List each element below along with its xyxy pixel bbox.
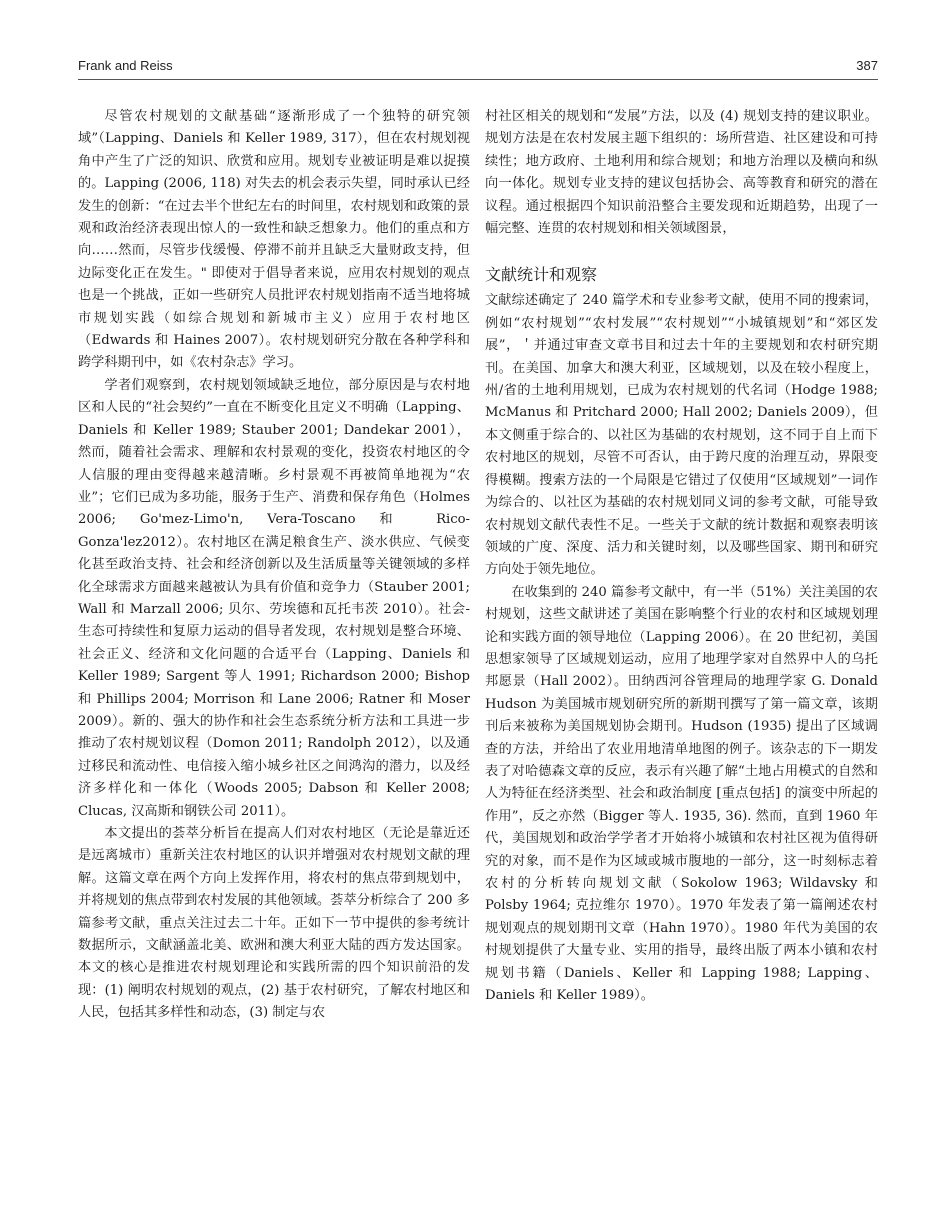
left-column — [78, 106, 470, 1025]
body-paragraph: 在收集到的 240 篇参考文献中，有一半（51%）关注美国的农村规划，这些文献讲述了美国在影响整个行业的农村和区域规划理论和实践方面的领导地位（Lapping 2006）。在 20 世纪初，美国思想家领导了区域规划运动，应用了地理学家对自然界中人的乌托邦愿景（Hall 2002）。田纳西河谷管理局的地理学家 G. Donald Hudson 为美国城市规划研究所的新期刊撰写了第一篇文章，该期刊后来被称为美国规划协会期刊。Hudson (1935) 提出了区域调查的方法，并给出了农业用地清单地图的例子。该杂志的下一期发表了对哈德森文章的反应，表示有兴趣了解“土地占用模式的自然和人为特征在经济类型、社会和政治制度 [重点包括] 的演变中所起的作用”，反之亦然（Bigger 等人. 1935, 36). 然而，直到 1960 年代，美国规划和政治学学者才开始将小城镇和农村社区视为值得研究的对象，而不是作为区域或城市腹地的一部分，这一时刻标志着农村的分析转向规划文献（Sokolow 1963; Wildavsky 和 Polsby 1964; 克拉维尔 1970）。1970 年发表了第一篇阐述农村规划观点的规划期刊文章（Hahn 1970）。1980 年代为美国的农村规划提供了大量专业、实用的指导，最终出版了两本小镇和农村规划书籍（Daniels、Keller 和 Lapping 1988; Lapping、Daniels 和 Keller 1989）。 — [485, 584, 878, 1004]
body-paragraph-continuation: 村社区相关的规划和“发展”方法，以及 (4) 规划支持的建议职业。规划方法是在农村发展主题下组织的：场所营造、社区建设和可持续性；地方政府、土地利用和综合规划；和地方治理以及横向和纵向一体化。规划专业支持的建议包括协会、高等教育和研究的潜在议程。通过根据四个知识前沿整合主要发现和近期趋势，出现了一幅完整、连贯的农村规划和相关领域图景， — [485, 109, 878, 237]
body-paragraph: 尽管农村规划的文献基础“逐渐形成了一个独特的研究领域”（Lapping、Daniels 和 Keller 1989, 317），但在农村规划视角中产生了广泛的知识、欣赏和应用。规划专业被证明是难以捉摸的。Lapping (2006, 118) 对失去的机会表示失望，同时承认已经发生的创新：“在过去半个世纪左右的时间里，农村规划和政策的景观和政治经济表现出惊人的一致性和缺乏想象力。他们的重点和方向……然而，尽管步伐缓慢、停滞不前并且缺乏大量财政支持，但边际变化正在发生。" 即使对于倡导者来说，应用农村规划的观点也是一个挑战，正如一些研究人员批评农村规划指南不适当地将城市规划实践（如综合规划和新城市主义）应用于农村地区（Edwards 和 Haines 2007）。农村规划研究分散在各种学科和跨学科期刊中，如《农村杂志》学习。 — [78, 109, 470, 371]
running-head-author: Frank and Reiss — [78, 58, 173, 73]
right-column — [485, 106, 878, 1007]
header-rule — [78, 79, 878, 80]
section-heading: 文献统计和观察 — [485, 265, 598, 285]
body-paragraph: 学者们观察到，农村规划领域缺乏地位，部分原因是与农村地区和人民的“社会契约”一直在不断变化且定义不明确（Lapping、Daniels 和 Keller 1989; Stauber 2001; Dandekar 2001），然而，随着社会需求、理解和农村景观的变化，投资农村地区的令人信服的理由变得越来越清晰。乡村景观不再被简单地视为“农业”；它们已成为多功能，服务于生产、消费和保存角色（Holmes 2006; Go'mez-Limo'n, Vera-Toscano 和 Rico- Gonza'lez2012）。农村地区在满足粮食生产、淡水供应、气候变化甚至政治支持、社会和经济创新以及生活质量等关键领域的多样化全球需求方面越来越被认为具有价值和竞争力（Stauber 2001; Wall 和 Marzall 2006; 贝尔、劳埃德和瓦托韦茨 2010）。社会-生态可持续性和复原力运动的倡导者发现，农村规划是整合环境、社会正义、经济和文化问题的合适平台（Lapping、Daniels 和 Keller 1989; Sargent 等人 1991; Richardson 2000; Bishop 和 Phillips 2004; Morrison 和 Lane 2006; Ratner 和 Moser 2009）。新的、强大的协作和社会生态系统分析方法和工具进一步推动了农村规划议程（Domon 2011; Randolph 2012），以及通过移民和流动性、电信接入缩小城乡社区之间鸿沟的潜力，以及经济多样化和一体化（Woods 2005; Dabson 和 Keller 2008; Clucas, 汉高斯和钢铁公司 2011）。 — [78, 377, 470, 819]
body-paragraph: 文献综述确定了 240 篇学术和专业参考文献，使用不同的搜索词，例如“农村规划”“农村发展”“农村规划”“小城镇规划”和“郊区发展”，＇并通过审查文章书目和过去十年的主要规划和农村研究期刊。在美国、加拿大和澳大利亚，区域规划，以及在较小程度上，州/省的土地利用规划，已成为农村规划的代名词（Hodge 1988; McManus 和 Pritchard 2000; Hall 2002; Daniels 2009），但本文侧重于综合的、以社区为基础的农村规划，这不同于自上而下农村地区的规划，尽管不可否认，由于跨尺度的治理互动，界限变得模糊。搜索方法的一个局限是它错过了仅使用“区域规划”一词作为综合的、以社区为基础的农村规划同义词的参考文献，可能导致农村规划文献代表性不足。一些关于文献的统计数据和观察表明该领域的广度、深度、活力和关键时刻，以及哪些国家、期刊和研究方向处于领先地位。 — [485, 293, 878, 578]
body-paragraph: 本文提出的荟萃分析旨在提高人们对农村地区（无论是靠近还是远离城市）重新关注农村地区的认识并增强对农村规划文献的理解。这篇文章在两个方向上发挥作用，将农村的焦点带到规划中，并将规划的焦点带到农村发展的其他领域。荟萃分析综合了 200 多篇参考文献，重点关注过去二十年。正如下一节中提供的参考统计数据所示，文献涵盖北美、欧洲和澳大利亚大陆的西方发达国家。本文的核心是推进农村规划理论和实践所需的四个知识前沿的发现：(1) 阐明农村规划的观点，(2) 基于农村研究，了解农村地区和人民，包括其多样性和动态，(3) 制定与农 — [78, 826, 470, 1021]
running-head — [78, 58, 878, 78]
page-number: 387 — [856, 58, 878, 73]
